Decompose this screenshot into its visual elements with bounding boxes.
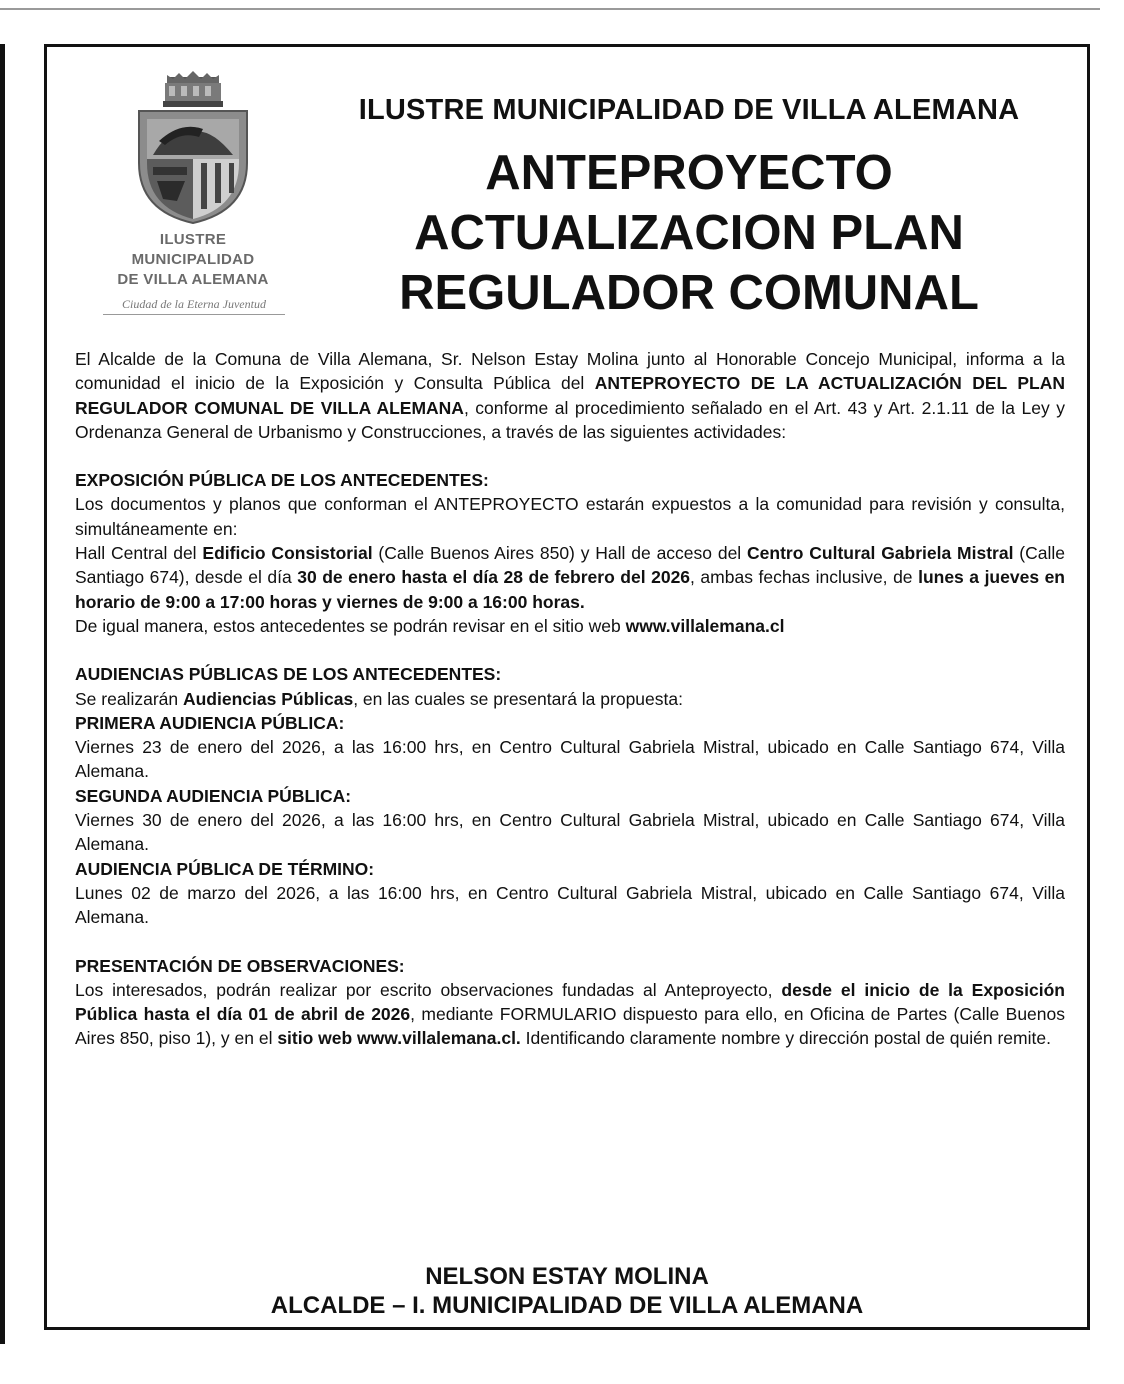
exposicion-website bbox=[75, 614, 1065, 638]
signature-block bbox=[47, 1262, 1087, 1320]
text: (Calle Buenos Aires 850) y Hall de acceso del bbox=[372, 543, 748, 564]
left-edge-bar bbox=[0, 44, 5, 1344]
text: Los interesados, podrán realizar por escrito observaciones fundadas al Anteproyecto, bbox=[75, 979, 782, 1000]
bold-text: Audiencias Públicas bbox=[182, 688, 354, 709]
notice-title-line: ACTUALIZACION PLAN bbox=[414, 206, 964, 260]
section-exposicion bbox=[75, 468, 1065, 638]
text: , en las cuales se presentará la propuesta: bbox=[353, 688, 683, 709]
bold-text: lunes a jueves en horario de 9:00 a 17:00 horas y viernes de 9:00 a 16:00 horas. bbox=[75, 567, 1066, 612]
top-rule bbox=[0, 8, 1100, 10]
logo-name-line: MUNICIPALIDAD bbox=[131, 251, 255, 268]
notice-body bbox=[75, 347, 1065, 1051]
bold-text: Edificio Consistorial bbox=[202, 543, 373, 564]
section-heading: EXPOSICIÓN PÚBLICA DE LOS ANTECEDENTES: bbox=[75, 470, 489, 491]
intro-project-name: ANTEPROYECTO DE LA ACTUALIZACIÓN DEL PLAN REGULADOR COMUNAL DE VILLA ALEMANA bbox=[75, 373, 1066, 418]
audiencia-heading: AUDIENCIA PÚBLICA DE TÉRMINO: bbox=[75, 858, 375, 879]
public-notice bbox=[44, 44, 1090, 1330]
bold-text: Centro Cultural Gabriela Mistral bbox=[747, 543, 1014, 564]
section-heading: AUDIENCIAS PÚBLICAS DE LOS ANTECEDENTES: bbox=[75, 664, 502, 685]
audiencia-heading: SEGUNDA AUDIENCIA PÚBLICA: bbox=[75, 785, 352, 806]
text: Hall Central del bbox=[75, 543, 203, 564]
audiencias-intro bbox=[75, 687, 1065, 711]
logo-slogan: Ciudad de la Eterna Juventud bbox=[103, 297, 285, 315]
signatory-role: ALCALDE – I. MUNICIPALIDAD DE VILLA ALEMANA bbox=[270, 1292, 864, 1319]
section-heading: PRESENTACIÓN DE OBSERVACIONES: bbox=[75, 955, 405, 976]
signatory-name: NELSON ESTAY MOLINA bbox=[425, 1263, 709, 1290]
municipal-logo bbox=[93, 71, 293, 321]
notice-title-line: REGULADOR COMUNAL bbox=[399, 266, 979, 320]
intro-text: El Alcalde de la Comuna de Villa Alemana, Sr. Nelson Estay Molina junto al Honorable Concejo Municipal, informa a la comunidad el inicio de la Exposición y Consulta Pública del bbox=[75, 349, 1065, 394]
audiencia-detail: Viernes 23 de enero del 2026, a las 16:00 hrs, en Centro Cultural Gabriela Mistral, ubicado en Calle Santiago 674, Villa Alemana. bbox=[75, 737, 1065, 782]
logo-name-line: DE VILLA ALEMANA bbox=[117, 271, 269, 288]
text: , mediante FORMULARIO dispuesto para ello, en Oficina de Partes (Calle Buenos Aires 850, piso 1), y en el bbox=[75, 1004, 1065, 1049]
audiencia-detail: Viernes 30 de enero del 2026, a las 16:00 hrs, en Centro Cultural Gabriela Mistral, ubicado en Calle Santiago 674, Villa Alemana. bbox=[75, 810, 1065, 855]
observaciones-paragraph bbox=[75, 978, 1065, 1051]
exposicion-locations bbox=[75, 541, 1065, 614]
text: , ambas fechas inclusive, de bbox=[690, 567, 919, 588]
intro-text: , conforme al procedimiento señalado en el Art. 43 y Art. 2.1.11 de la Ley y Ordenanza General de Urbanismo y Construcciones, a través de las siguientes actividades: bbox=[75, 397, 1065, 442]
website-link: sitio web www.villalemana.cl. bbox=[277, 1028, 521, 1049]
intro-paragraph bbox=[75, 347, 1065, 444]
text: Identificando claramente nombre y dirección postal de quién remite. bbox=[520, 1028, 1051, 1049]
notice-title bbox=[309, 143, 1069, 323]
text: De igual manera, estos antecedentes se podrán revisar en el sitio web bbox=[75, 615, 626, 636]
audiencia-detail: Lunes 02 de marzo del 2026, a las 16:00 hrs, en Centro Cultural Gabriela Mistral, ubicado en Calle Santiago 674, Villa Alemana. bbox=[75, 882, 1065, 928]
coat-of-arms-icon bbox=[129, 71, 257, 225]
text: (Calle Santiago 674), desde el día bbox=[75, 543, 1066, 588]
section-audiencias bbox=[75, 662, 1065, 929]
organization-name: ILUSTRE MUNICIPALIDAD DE VILLA ALEMANA bbox=[358, 94, 1020, 126]
notice-title-line: ANTEPROYECTO bbox=[485, 146, 893, 200]
bold-text: 30 de enero hasta el día 28 de febrero del 2026 bbox=[297, 567, 691, 588]
logo-institution-name bbox=[93, 230, 293, 290]
audiencia-heading: PRIMERA AUDIENCIA PÚBLICA: bbox=[75, 712, 345, 733]
logo-name-line: ILUSTRE bbox=[159, 231, 227, 248]
exposicion-paragraph: Los documentos y planos que conforman el ANTEPROYECTO estarán expuestos a la comunidad para revisión y consulta, simultáneamente en: bbox=[75, 494, 1065, 539]
website-link: www.villalemana.cl bbox=[625, 615, 785, 636]
bold-text: desde el inicio de la Exposición Pública hasta el día 01 de abril de 2026 bbox=[75, 979, 1065, 1025]
text: Se realizarán bbox=[75, 688, 183, 709]
section-observaciones bbox=[75, 954, 1065, 1051]
